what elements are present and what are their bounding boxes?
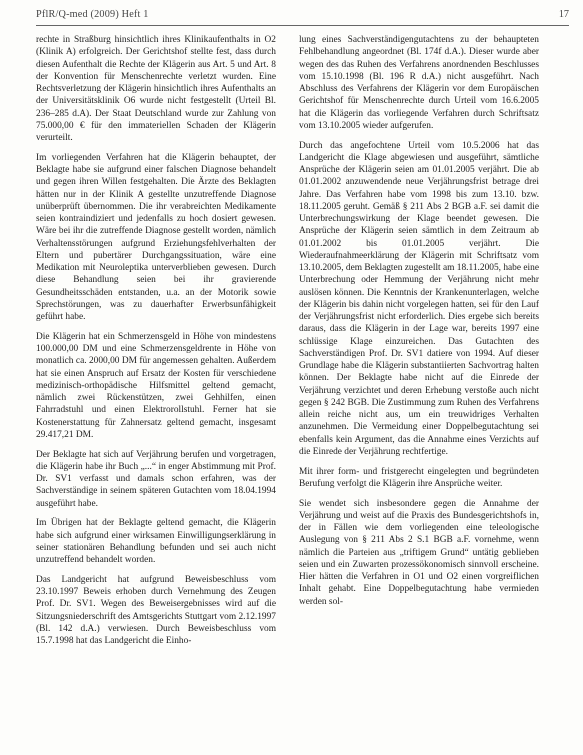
paragraph: Die Klägerin hat ein Schmerzensgeld in Höhe von mindestens 100.000,00 DM und eine Schmerzensgeldrente in Höhe von monatlich ca. 2000,00 DM für angemessen gehalten. Außerdem hat sie einen Anspruch auf Ersatz der Kosten für verschiedene medizinisch-orthopädische Hilfsmittel geltend gemacht, nämlich zwei Rückenstützen, zwei Gehhilfen, einen Fahrradstuhl und einen Elektrorollstuhl. Ferner hat sie Kostenerstattung für Zahnersatz geltend gemacht, insgesamt 29.417,21 DM.: [36, 331, 276, 440]
paragraph: Sie wendet sich insbesondere gegen die Annahme der Verjährung und weist auf die Praxis des Bundesgerichtshofs in, der in Fällen wie dem vorliegenden eine teleologische Auslegung von § 211 Abs 2 S.1 BGB a.F. vornehme, wenn nämlich die Parteien aus „triftigem Grund“ untätig geblieben seien und ein Zuwarten prozessökonomisch sinnvoll erscheine. Hier hätten die Verfahren in O1 und O2 einen vorgreiflichen Inhalt gehabt. Eine Doppelbegutachtung habe vermieden werden sol-: [299, 498, 539, 607]
page-number: 17: [558, 9, 569, 20]
paragraph: Mit ihrer form- und fristgerecht eingelegten und begründeten Berufung verfolgt die Klägerin ihre Ansprüche weiter.: [299, 466, 539, 489]
paragraph: Durch das angefochtene Urteil vom 10.5.2006 hat das Landgericht die Klage abgewiesen und ausgeführt, sämtliche Ansprüche der Klägerin seien am 01.01.2005 verjährt. Die ab 01.01.2002 anzuwendende neue Verjährungsfrist betrage drei Jahre. Das Verfahren habe vom 1998 bis zum 13.10. bzw. 18.11.2005 geruht. Gemäß § 211 Abs 2 BGB a.F. sei damit die Unterbrechungswirkung der Klage beendet gewesen. Die Ansprüche der Klägerin seien sämtlich in dem Zeitraum ab 01.01.2002 bis 01.01.2005 verjährt. Die Wiederaufnahmeerklärung der Klägerin mit Schriftsatz vom 13.10.2005, dem Beklagten zugestellt am 18.11.2005, habe eine Unterbrechung oder Hemmung der Verjährung nicht mehr auslösen können. Die Kenntnis der Krankenunterlagen, welche der Klägerin bis dahin nicht vorgelegen hatten, sei für den Lauf der Verjährungsfrist nicht erforderlich. Dies ergebe sich bereits daraus, dass die Klägerin in der Lage war, bereits 1997 eine schlüssige Klage einzureichen. Das Gutachten des Sachverständigen Prof. Dr. SV1 datiere von 1994. Auf dieser Grundlage habe die Klägerin substantiierten Sachvortrag halten können. Der Beklagte habe nicht auf die Einrede der Verjährung verzichtet und deren Erhebung verstoße auch nicht gegen § 242 BGB. Die Zustimmung zum Ruhen des Verfahrens allein reiche nicht aus, um ein treuwidriges Verhalten anzunehmen. Die Vermeidung einer Doppelbegutachtung sei ebenfalls kein Argument, das die Annahme eines Verzichts auf die Einrede der Verjährung rechtfertige.: [299, 140, 539, 457]
right-column: [299, 34, 539, 615]
paragraph: lung eines Sachverständigengutachtens zu der behaupteten Fehlbehandlung angeordnet (Bl. 174f d.A.). Dieser wurde aber wegen des das Ruhen des Verfahrens anordnenden Beschlusses vom 15.10.1998 (Bl. 196 R d.A.) nicht ausgeführt. Nach Abschluss des Verfahrens der Klägerin vor dem Europäischen Gerichtshof für Menschenrechte durch Urteil vom 16.6.2005 hat die Klägerin das vorliegende Verfahren durch Schriftsatz vom 13.10.2005 wieder aufgerufen.: [299, 35, 539, 131]
paragraph: rechte in Straßburg hinsichtlich ihres Klinikaufenthalts in O2 (Klinik A) erfolgreich. Der Gerichtshof stellte fest, dass durch diesen Aufenthalt die Rechte der Klägerin aus Art. 5 und Art. 8 der Konvention für Menschenrechte verletzt wurden. Eine Rechtsverletzung der Klägerin hinsichtlich ihres Aufenthalts an der Universitätsklinik O6 wurde nicht festgestellt (Urteil Bl. 236–285 d.A). Der Staat Deutschland wurde zur Zahlung von 75.000,00 € für den immateriellen Schaden der Klägerin verurteilt.: [36, 35, 276, 143]
paragraph: Im vorliegenden Verfahren hat die Klägerin behauptet, der Beklagte habe sie aufgrund einer falschen Diagnose behandelt und gegen ihren Willen festgehalten. Die Ärzte des Beklagten hätten nur in der Klinik A gestellte unzutreffende Diagnose unüberprüft übernommen. Die ihr verabreichten Medikamente seien kontraindiziert und jedenfalls zu hoch dosiert gewesen. Wäre bei ihr die zutreffende Diagnose gestellt worden, nämlich Verhaltensstörungen aufgrund Erziehungsfehlverhalten der Eltern und pubertärer Durchgangssituation, wäre eine Medikation mit Neuroleptika unterverblieben gewesen. Durch diese Behandlung seien bei ihr gravierende Gesundheitsschäden entstanden, u.a. an der Motorik sowie Sprechstörungen, was zu dauerhafter Erwerbsunfähigkeit geführt habe.: [36, 152, 276, 322]
paragraph: Der Beklagte hat sich auf Verjährung berufen und vorgetragen, die Klägerin habe ihr Buch „...“ in enger Abstimmung mit Prof. Dr. SV1 verfasst und damals schon erfahren, was der Sachverständige in seinem späteren Gutachten vom 18.04.1994 ausgeführt habe.: [36, 449, 276, 509]
paragraph: Im Übrigen hat der Beklagte geltend gemacht, die Klägerin habe sich aufgrund einer wirksamen Einwilligungserklärung in seiner stationären Behandlung befunden und sei auch nicht unzutreffend behandelt worden.: [36, 518, 276, 565]
running-header: [36, 8, 569, 24]
left-column: [36, 34, 276, 655]
header-rule: [36, 25, 569, 26]
journal-citation: PflR/Q-med (2009) Heft 1: [36, 9, 149, 20]
paragraph: Das Landgericht hat aufgrund Beweisbeschluss vom 23.10.1997 Beweis erhoben durch Vernehmung des Zeugen Prof. Dr. SV1. Wegen des Beweisergebnisses wird auf die Sitzungsniederschrift des Amtsgerichts Stuttgart vom 2.12.1997 (Bl. 142 d.A.) verwiesen. Durch Beweisbeschluss vom 15.7.1998 hat das Landgericht die Einho-: [36, 574, 276, 646]
